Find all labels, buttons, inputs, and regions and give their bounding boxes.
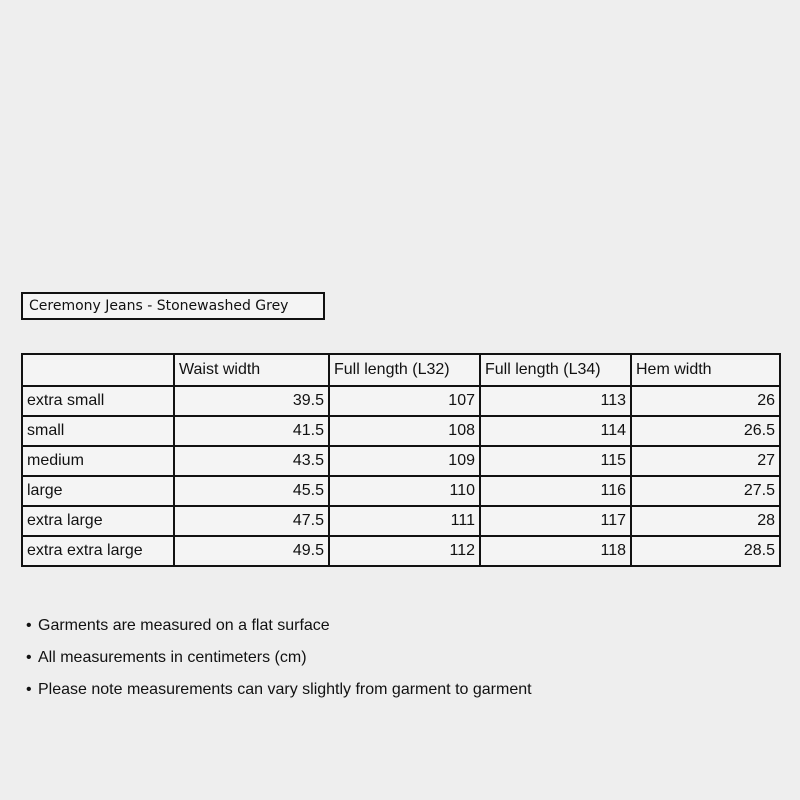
hem-width-value: 26 xyxy=(631,386,780,416)
header-size xyxy=(22,354,174,386)
table-header-row xyxy=(22,354,780,386)
full-length-l34-value: 116 xyxy=(480,476,631,506)
size-label: extra small xyxy=(22,386,174,416)
full-length-l32-value: 109 xyxy=(329,446,480,476)
full-length-l32-value: 108 xyxy=(329,416,480,446)
header-hem-width: Hem width xyxy=(631,354,780,386)
hem-width-value: 28.5 xyxy=(631,536,780,566)
full-length-l34-value: 113 xyxy=(480,386,631,416)
hem-width-value: 28 xyxy=(631,506,780,536)
hem-width-value: 27.5 xyxy=(631,476,780,506)
waist-width-value: 45.5 xyxy=(174,476,329,506)
note-item xyxy=(26,610,532,642)
full-length-l32-value: 112 xyxy=(329,536,480,566)
bullet-icon: • xyxy=(26,681,32,698)
full-length-l32-value: 107 xyxy=(329,386,480,416)
size-label: large xyxy=(22,476,174,506)
size-label: medium xyxy=(22,446,174,476)
waist-width-value: 49.5 xyxy=(174,536,329,566)
full-length-l34-value: 118 xyxy=(480,536,631,566)
note-text: Please note measurements can vary slightly from garment to garment xyxy=(38,681,532,698)
size-label: small xyxy=(22,416,174,446)
header-waist-width: Waist width xyxy=(174,354,329,386)
bullet-icon: • xyxy=(26,649,32,666)
table-row xyxy=(22,446,780,476)
size-chart-table xyxy=(21,353,781,567)
table-row xyxy=(22,476,780,506)
table-row xyxy=(22,536,780,566)
waist-width-value: 43.5 xyxy=(174,446,329,476)
hem-width-value: 26.5 xyxy=(631,416,780,446)
hem-width-value: 27 xyxy=(631,446,780,476)
full-length-l34-value: 115 xyxy=(480,446,631,476)
full-length-l34-value: 117 xyxy=(480,506,631,536)
measurement-notes xyxy=(26,610,532,706)
table-row xyxy=(22,386,780,416)
header-full-length-l34: Full length (L34) xyxy=(480,354,631,386)
full-length-l32-value: 110 xyxy=(329,476,480,506)
waist-width-value: 41.5 xyxy=(174,416,329,446)
waist-width-value: 39.5 xyxy=(174,386,329,416)
table-row xyxy=(22,416,780,446)
bullet-icon: • xyxy=(26,617,32,634)
waist-width-value: 47.5 xyxy=(174,506,329,536)
full-length-l32-value: 111 xyxy=(329,506,480,536)
full-length-l34-value: 114 xyxy=(480,416,631,446)
note-item xyxy=(26,674,532,706)
size-label: extra large xyxy=(22,506,174,536)
product-title: Ceremony Jeans - Stonewashed Grey xyxy=(21,292,325,320)
note-text: Garments are measured on a flat surface xyxy=(38,617,330,634)
table-row xyxy=(22,506,780,536)
note-item xyxy=(26,642,532,674)
header-full-length-l32: Full length (L32) xyxy=(329,354,480,386)
size-label: extra extra large xyxy=(22,536,174,566)
note-text: All measurements in centimeters (cm) xyxy=(38,649,307,666)
